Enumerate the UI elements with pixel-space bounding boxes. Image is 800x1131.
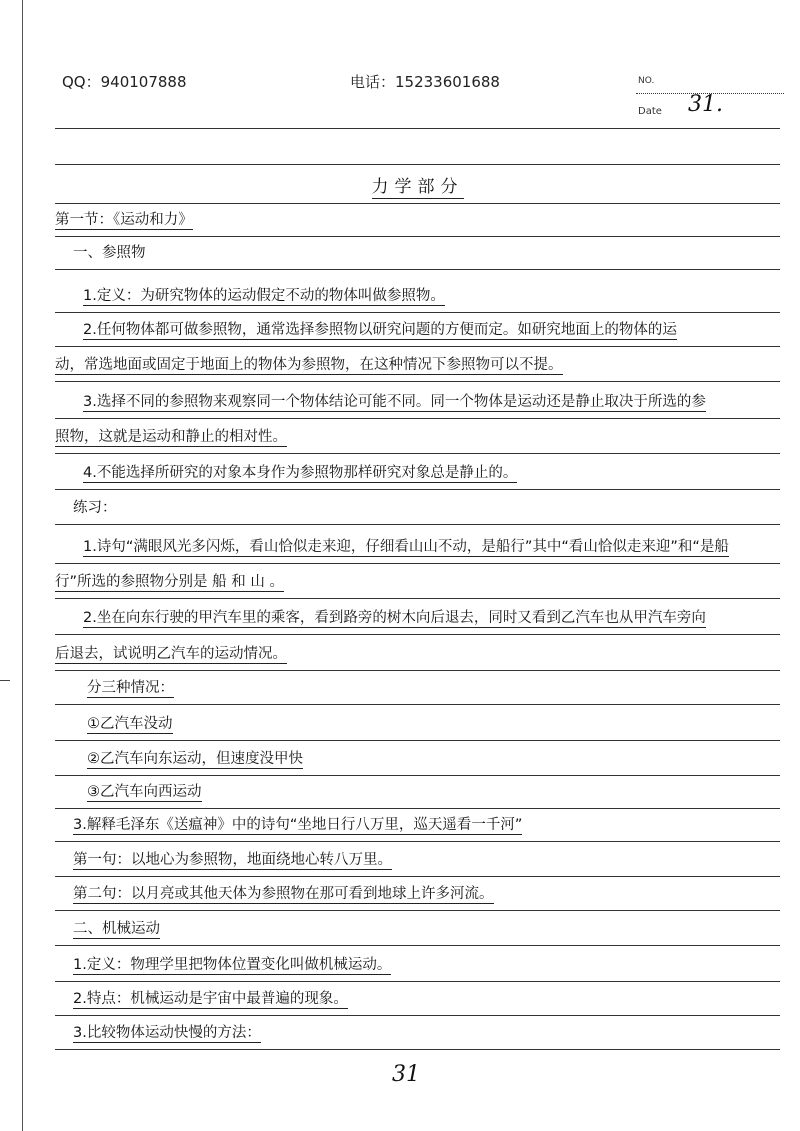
ruled-line	[55, 269, 780, 270]
ruled-line	[55, 670, 780, 671]
ruled-line	[55, 945, 780, 946]
binding-mark	[0, 680, 10, 681]
ruled-line	[55, 489, 780, 490]
bottom-rule	[55, 1049, 780, 1050]
ruled-line	[55, 236, 780, 237]
note-line-22: 1.定义：物理学里把物体位置变化叫做机械运动。	[73, 957, 392, 973]
ruled-line	[55, 203, 780, 204]
note-line-2: 一、参照物	[73, 245, 146, 261]
ruled-line	[55, 634, 780, 635]
ruled-line	[55, 775, 780, 776]
note-line-9: 练习：	[73, 500, 117, 516]
ruled-line	[55, 598, 780, 599]
phone-contact: 电话：15233601688	[350, 73, 500, 91]
note-line-11: 行”所选的参照物分别是 船 和 山 。	[55, 574, 284, 590]
note-line-7: 照物，这就是运动和静止的相对性。	[55, 429, 287, 445]
note-line-1: 第一节：《运动和力》	[55, 212, 193, 228]
date-label: Date	[638, 106, 662, 117]
note-line-15: ①乙汽车没动	[87, 716, 173, 732]
note-line-24: 3.比较物体运动快慢的方法：	[73, 1025, 261, 1041]
note-line-12: 2.坐在向东行驶的甲汽车里的乘客，看到路旁的树木向后退去，同时又看到乙汽车也从甲汽车旁向	[83, 610, 706, 626]
ruled-line	[55, 1015, 780, 1016]
note-line-5: 动，常选地面或固定于地面上的物体为参照物，在这种情况下参照物可以不提。	[55, 357, 563, 373]
note-line-14: 分三种情况：	[87, 680, 174, 696]
ruled-line	[55, 563, 780, 564]
ruled-line	[55, 418, 780, 419]
page-number: 31	[392, 1062, 420, 1087]
date-value: 31.	[688, 92, 723, 117]
note-line-20: 第二句：以月亮或其他天体为参照物在那可看到地球上许多河流。	[73, 886, 494, 902]
note-line-19: 第一句：以地心为参照物，地面绕地心转八万里。	[73, 852, 392, 868]
ruled-line	[55, 808, 780, 809]
note-line-8: 4.不能选择所研究的对象本身作为参照物那样研究对象总是静止的。	[83, 465, 518, 481]
ruled-line	[55, 346, 780, 347]
ruled-line	[55, 312, 780, 313]
ruled-line	[55, 841, 780, 842]
no-label: NO.	[638, 76, 655, 86]
note-line-17: ③乙汽车向西运动	[87, 784, 202, 800]
ruled-line	[55, 453, 780, 454]
note-line-4: 2.任何物体都可做参照物，通常选择参照物以研究问题的方便而定。如研究地面上的物体的运	[83, 322, 677, 338]
ruled-line	[55, 381, 780, 382]
ruled-line	[55, 876, 780, 877]
note-line-6: 3.选择不同的参照物来观察同一个物体结论可能不同。同一个物体是运动还是静止取决于所选的参	[83, 394, 706, 410]
note-line-13: 后退去，试说明乙汽车的运动情况。	[55, 646, 287, 662]
ruled-line	[55, 981, 780, 982]
margin-rule	[22, 0, 23, 1131]
ruled-line	[55, 704, 780, 705]
section-title: 力学部分	[371, 177, 464, 197]
note-line-10: 1.诗句“满眼风光多闪烁，看山恰似走来迎，仔细看山山不动，是船行”其中“看山恰似走来迎”和“是船	[83, 539, 729, 555]
note-line-23: 2.特点：机械运动是宇宙中最普遍的现象。	[73, 991, 348, 1007]
ruled-line	[55, 524, 780, 525]
note-line-16: ②乙汽车向东运动，但速度没甲快	[87, 751, 303, 767]
note-line-3: 1.定义：为研究物体的运动假定不动的物体叫做参照物。	[83, 288, 445, 304]
note-line-21: 二、机械运动	[73, 921, 160, 937]
qq-contact: QQ：940107888	[62, 73, 187, 91]
note-line-18: 3.解释毛泽东《送瘟神》中的诗句“坐地日行八万里，巡天遥看一千河”	[73, 817, 523, 833]
header-rule	[55, 128, 780, 129]
ruled-line	[55, 910, 780, 911]
ruled-line	[55, 164, 780, 165]
ruled-line	[55, 740, 780, 741]
